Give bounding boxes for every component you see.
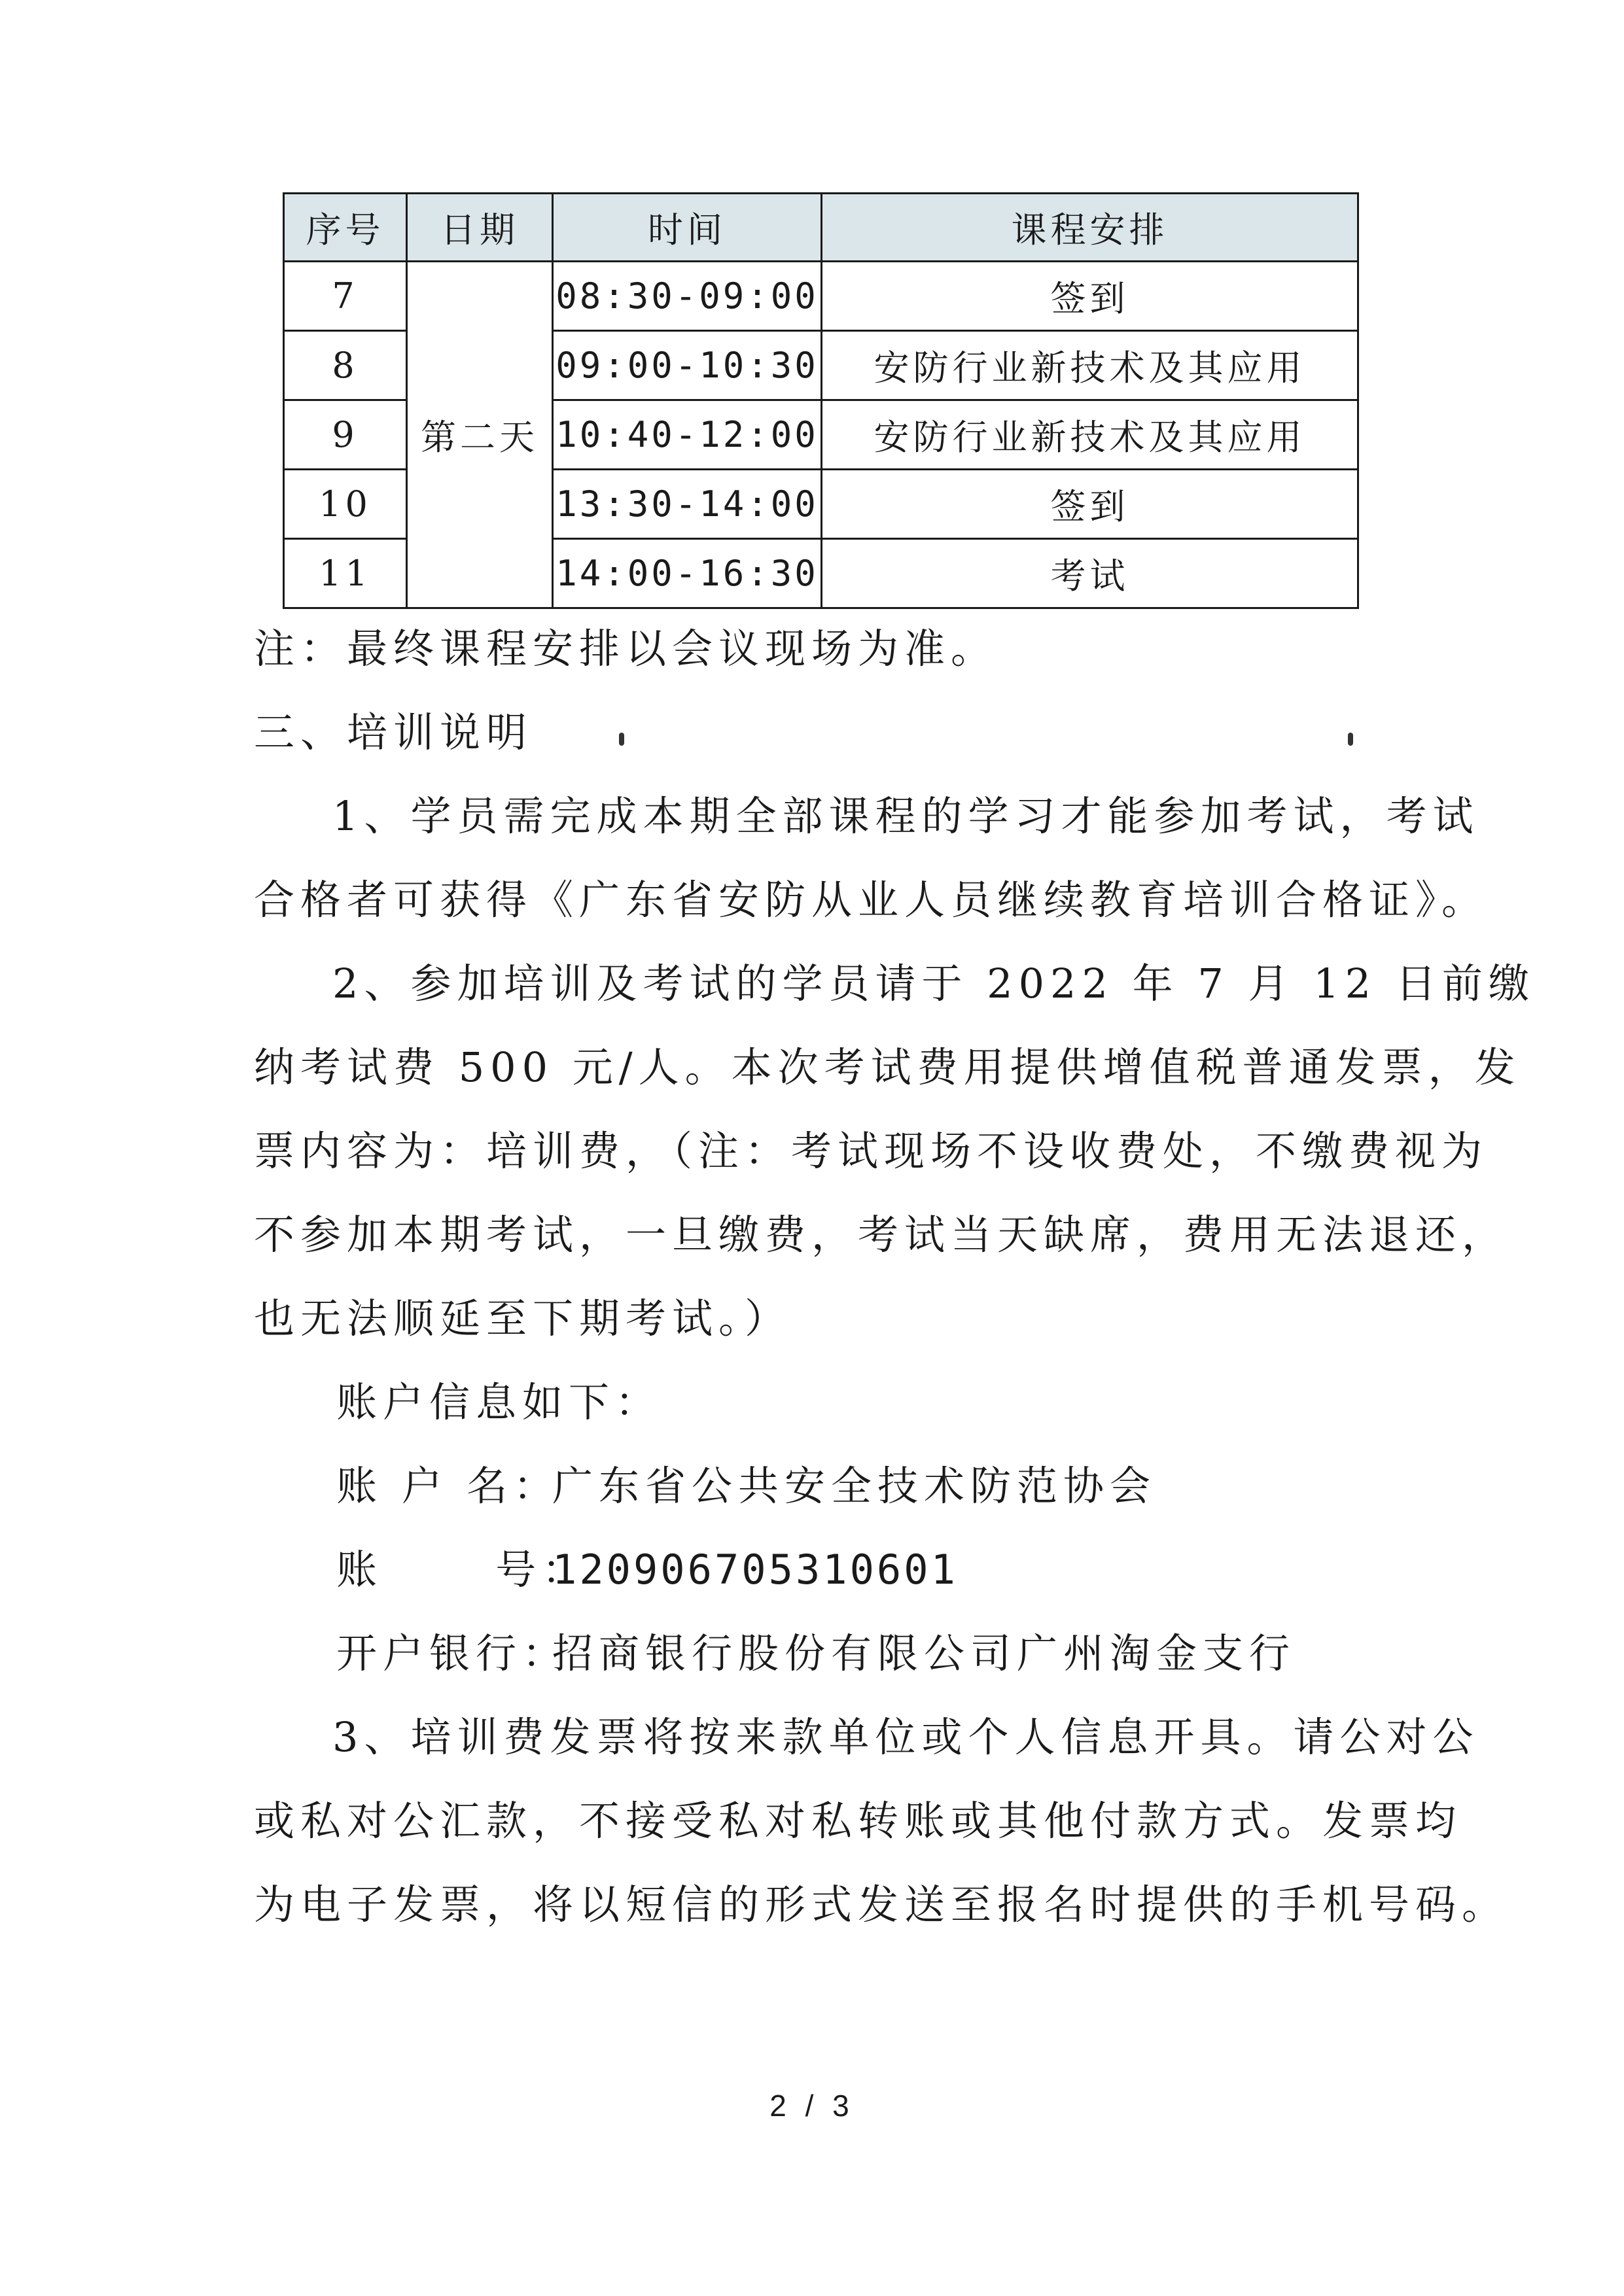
schedule-note: 注：最终课程安排以会议现场为准。 [254, 625, 998, 672]
paragraph-1-line: 1、学员需完成本期全部课程的学习才能参加考试，考试 [332, 792, 1479, 840]
account-number-value: 120906705310601 [552, 1546, 958, 1593]
paragraph-2-line: 不参加本期考试，一旦缴费，考试当天缺席，费用无法退还， [254, 1211, 1509, 1259]
row-number: 7 [284, 262, 407, 331]
row-number: 8 [284, 331, 407, 400]
row-time: 09:00-10:30 [553, 331, 822, 400]
account-bank-label: 开户银行： [336, 1629, 569, 1677]
row-course: 签到 [822, 470, 1358, 539]
schedule-table [283, 192, 1359, 609]
scan-speck [619, 733, 624, 746]
table-header-row [284, 194, 1358, 262]
row-course: 考试 [822, 539, 1358, 608]
paragraph-2-line: 票内容为：培训费，（注：考试现场不设收费处，不缴费视为 [254, 1127, 1489, 1175]
table-row [284, 262, 1358, 331]
paragraph-3-line: 为电子发票，将以短信的形式发送至报名时提供的手机号码。 [254, 1881, 1509, 1928]
account-name-label: 账 户 名： [336, 1462, 560, 1510]
row-time: 10:40-12:00 [553, 400, 822, 470]
paragraph-3-line: 3、培训费发票将按来款单位或个人信息开具。请公对公 [332, 1713, 1479, 1761]
account-bank-row [336, 1621, 1296, 1679]
paragraph-2-line: 纳考试费 500 元/人。本次考试费用提供增值税普通发票，发 [254, 1043, 1521, 1091]
row-number: 10 [284, 470, 407, 539]
paragraph-2-line: 2、参加培训及考试的学员请于 2022 年 7 月 12 日前缴 [332, 960, 1535, 1007]
row-time: 14:00-16:30 [553, 539, 822, 608]
row-course: 安防行业新技术及其应用 [822, 400, 1358, 470]
account-number-row [336, 1537, 958, 1595]
account-name-row [336, 1453, 1156, 1512]
paragraph-3-line: 或私对公汇款，不接受私对私转账或其他付款方式。发票均 [254, 1797, 1462, 1845]
header-seq: 序号 [284, 194, 407, 262]
account-name-value: 广东省公共安全技术防范协会 [552, 1462, 1157, 1510]
row-course: 签到 [822, 262, 1358, 331]
header-course: 课程安排 [822, 194, 1358, 262]
page-number: 2 / 3 [769, 2089, 855, 2123]
row-time: 08:30-09:00 [553, 262, 822, 331]
scan-speck [1348, 733, 1353, 746]
section-title: 三、培训说明 [254, 708, 533, 756]
row-course: 安防行业新技术及其应用 [822, 331, 1358, 400]
row-time: 13:30-14:00 [553, 470, 822, 539]
account-bank-value: 招商银行股份有限公司广州淘金支行 [552, 1629, 1296, 1677]
header-date: 日期 [407, 194, 553, 262]
paragraph-2-line: 也无法顺延至下期考试。） [254, 1295, 792, 1342]
account-intro: 账户信息如下： [336, 1378, 662, 1426]
day-cell: 第二天 [407, 262, 553, 608]
row-number: 11 [284, 539, 407, 608]
header-time: 时间 [553, 194, 822, 262]
row-number: 9 [284, 400, 407, 470]
paragraph-1-line: 合格者可获得《广东省安防从业人员继续教育培训合格证》。 [254, 876, 1489, 924]
account-number-label: 账 号： [336, 1546, 589, 1593]
